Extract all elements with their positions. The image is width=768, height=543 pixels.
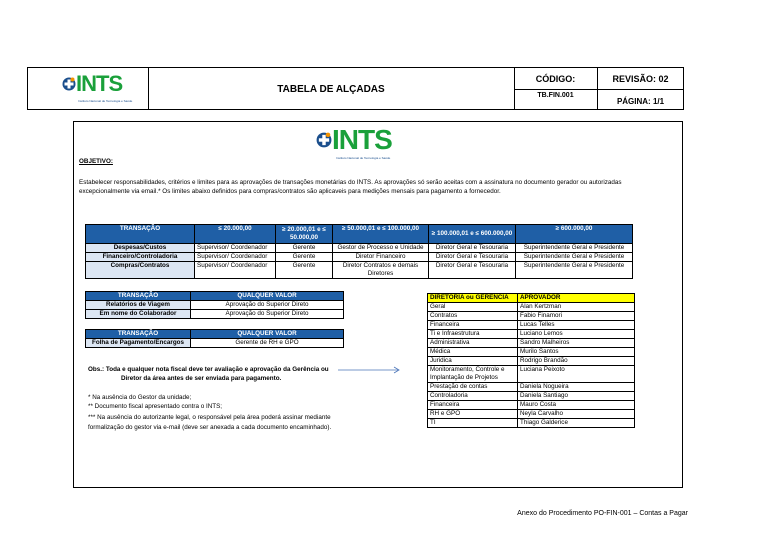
table-cell: Supervisor/ Coordenador — [195, 262, 276, 279]
logo-subtitle: Instituto Nacional de Tecnologia e Saúde — [78, 99, 133, 103]
limits-table — [85, 224, 633, 279]
table-cell: Administrativa — [428, 339, 518, 348]
table-row — [428, 357, 635, 366]
header-logo — [62, 71, 133, 103]
table-cell: Diretor Contratos e demais Diretores — [333, 262, 429, 279]
table-cell: Lucas Telles — [518, 321, 635, 330]
column-header: ≥ 50.000,01 e ≤ 100.000,00 — [333, 225, 429, 244]
table-row — [428, 401, 635, 410]
viagem-table — [85, 291, 344, 319]
table-cell: Mauro Costa — [518, 401, 635, 410]
table-row — [428, 383, 635, 392]
table-cell: Em nome do Colaborador — [86, 310, 191, 319]
obs-line1: Obs.: Toda e qualquer nota fiscal deve ter avaliação e aprovação da Gerência ou — [88, 366, 329, 373]
table-cell: Controladoria — [428, 392, 518, 401]
table-header-row — [86, 330, 344, 339]
table-header-row — [86, 292, 344, 301]
table-row — [86, 301, 344, 310]
table-row — [428, 303, 635, 312]
table-cell: Luciano Lemos — [518, 330, 635, 339]
table-cell: Gerente — [276, 253, 333, 262]
column-header: ≥ 100.000,01 e ≤ 600.000,00 — [429, 225, 516, 244]
column-header: ≥ 20.000,01 e ≤ 50.000,00 — [276, 225, 333, 244]
note-2: ** Documento fiscal apresentado contra o INTS; — [88, 403, 223, 410]
column-header: TRANSAÇÃO — [86, 292, 191, 301]
body-logo — [316, 124, 392, 160]
table-cell: Financeira — [428, 321, 518, 330]
table-row — [428, 419, 635, 428]
note-1: * Na ausência do Gestor da unidade; — [88, 394, 192, 401]
header-divider — [514, 89, 683, 90]
table-row — [428, 410, 635, 419]
table-row — [428, 348, 635, 357]
table-cell: Financeira — [428, 401, 518, 410]
table-header-row — [86, 225, 633, 244]
table-cell: Alan Kertzman — [518, 303, 635, 312]
codigo-value: TB.FIN.001 — [537, 92, 574, 99]
table-cell: Supervisor/ Coordenador — [195, 244, 276, 253]
table-cell: Murilo Santos — [518, 348, 635, 357]
table-cell: Gerente — [276, 244, 333, 253]
table-cell: Gestor de Processo e Unidade — [333, 244, 429, 253]
page-title: TABELA DE ALÇADAS — [277, 84, 385, 95]
table-cell: Daniela Nogueira — [518, 383, 635, 392]
table-cell: Gerente — [276, 262, 333, 279]
table-cell: Aprovação do Superior Direto — [191, 301, 344, 310]
note-3: *** Na ausência do autorizante legal, o responsável pela área poderá assinar mediante — [88, 414, 331, 421]
table-cell: Superintendente Geral e Presidente — [516, 253, 633, 262]
table-cell: Prestação de contas — [428, 383, 518, 392]
table-cell: Contratos — [428, 312, 518, 321]
table-row — [428, 321, 635, 330]
logo-subtitle: Instituto Nacional de Tecnologia e Saúde — [336, 156, 391, 160]
table-cell: Superintendente Geral e Presidente — [516, 244, 633, 253]
table-row — [86, 339, 344, 348]
table-cell: Luciana Peixoto — [518, 366, 635, 383]
cross-icon — [62, 77, 76, 91]
column-header: QUALQUER VALOR — [191, 330, 344, 339]
table-cell: Compras/Contratos — [86, 262, 195, 279]
table-cell: Geral — [428, 303, 518, 312]
column-header: APROVADOR — [518, 294, 635, 303]
table-cell: Aprovação do Superior Direto — [191, 310, 344, 319]
table-row — [86, 253, 633, 262]
objetivo-line1: Estabelecer responsabilidades, critérios e limites para as aprovações de transações monetárias do INTS. As aprovações só serão aceitas com a assinatura no documento gerador ou autorizadas — [79, 179, 622, 186]
table-row — [428, 339, 635, 348]
obs-line2: Diretor da área antes de ser enviada para pagamento. — [121, 375, 282, 382]
table-cell: Thiago Galderice — [518, 419, 635, 428]
pagina: PÁGINA: 1/1 — [616, 97, 665, 106]
table-cell: Despesas/Custos — [86, 244, 195, 253]
table-cell: Sandro Malheiros — [518, 339, 635, 348]
codigo-label: CÓDIGO: — [535, 74, 576, 84]
logo-text: INTS — [332, 124, 392, 155]
table-cell: Folha de Pagamento/Encargos — [86, 339, 191, 348]
table-row — [86, 310, 344, 319]
table-cell: RH e GPO — [428, 410, 518, 419]
table-row — [428, 392, 635, 401]
table-cell: Fabio Finamori — [518, 312, 635, 321]
column-header: QUALQUER VALOR — [191, 292, 344, 301]
table-cell: Diretor Geral e Tesouraria — [429, 244, 516, 253]
objetivo-line2: excepcionalmente via email.* Os limites abaixo definidos para compras/contratos são aplicaveis para medições mensais para pagamento a fornecedor. — [79, 188, 501, 195]
objetivo-label: OBJETIVO: — [79, 158, 113, 165]
footer-text: Anexo do Procedimento PO-FIN-001 – Contas a Pagar — [517, 510, 688, 517]
folha-table — [85, 329, 344, 348]
table-row — [428, 330, 635, 339]
table-cell: Supervisor/ Coordenador — [195, 253, 276, 262]
table-row — [428, 366, 635, 383]
document-header — [27, 67, 684, 110]
table-cell: Juridica — [428, 357, 518, 366]
revisao: REVISÃO: 02 — [612, 74, 669, 84]
column-header: DIRETORIA ou GERENCIA — [428, 294, 518, 303]
table-row — [86, 262, 633, 279]
column-header: TRANSAÇÃO — [86, 330, 191, 339]
table-cell: Médica — [428, 348, 518, 357]
column-header: ≥ 600.000,00 — [516, 225, 633, 244]
table-cell: Financeiro/Controladoria — [86, 253, 195, 262]
table-cell: Relatórios de Viagem — [86, 301, 191, 310]
arrow-right-icon — [338, 366, 402, 374]
table-header-row — [428, 294, 635, 303]
table-cell: Gerente de RH e GPO — [191, 339, 344, 348]
table-cell: Ti e Infraestrutura — [428, 330, 518, 339]
table-cell: Daniela Santiago — [518, 392, 635, 401]
column-header: ≤ 20.000,00 — [195, 225, 276, 244]
table-cell: Diretor Geral e Tesouraria — [429, 253, 516, 262]
table-cell: Neyla Carvalho — [518, 410, 635, 419]
table-cell: TI — [428, 419, 518, 428]
table-cell: Superintendente Geral e Presidente — [516, 262, 633, 279]
table-cell: Diretor Financeiro — [333, 253, 429, 262]
logo-text: INTS — [76, 71, 123, 96]
table-cell: Rodrigo Brandão — [518, 357, 635, 366]
note-4: formalização do gestor via e-mail (deve ser anexada a cada documento encaminhado). — [88, 424, 332, 431]
table-row — [428, 312, 635, 321]
column-header: TRANSAÇÃO — [86, 225, 195, 244]
approvers-table — [427, 293, 635, 428]
table-cell: Monitoramento, Controle e Implantação de Projetos — [428, 366, 518, 383]
cross-icon — [316, 132, 332, 148]
table-row — [86, 244, 633, 253]
table-cell: Diretor Geral e Tesouraria — [429, 262, 516, 279]
